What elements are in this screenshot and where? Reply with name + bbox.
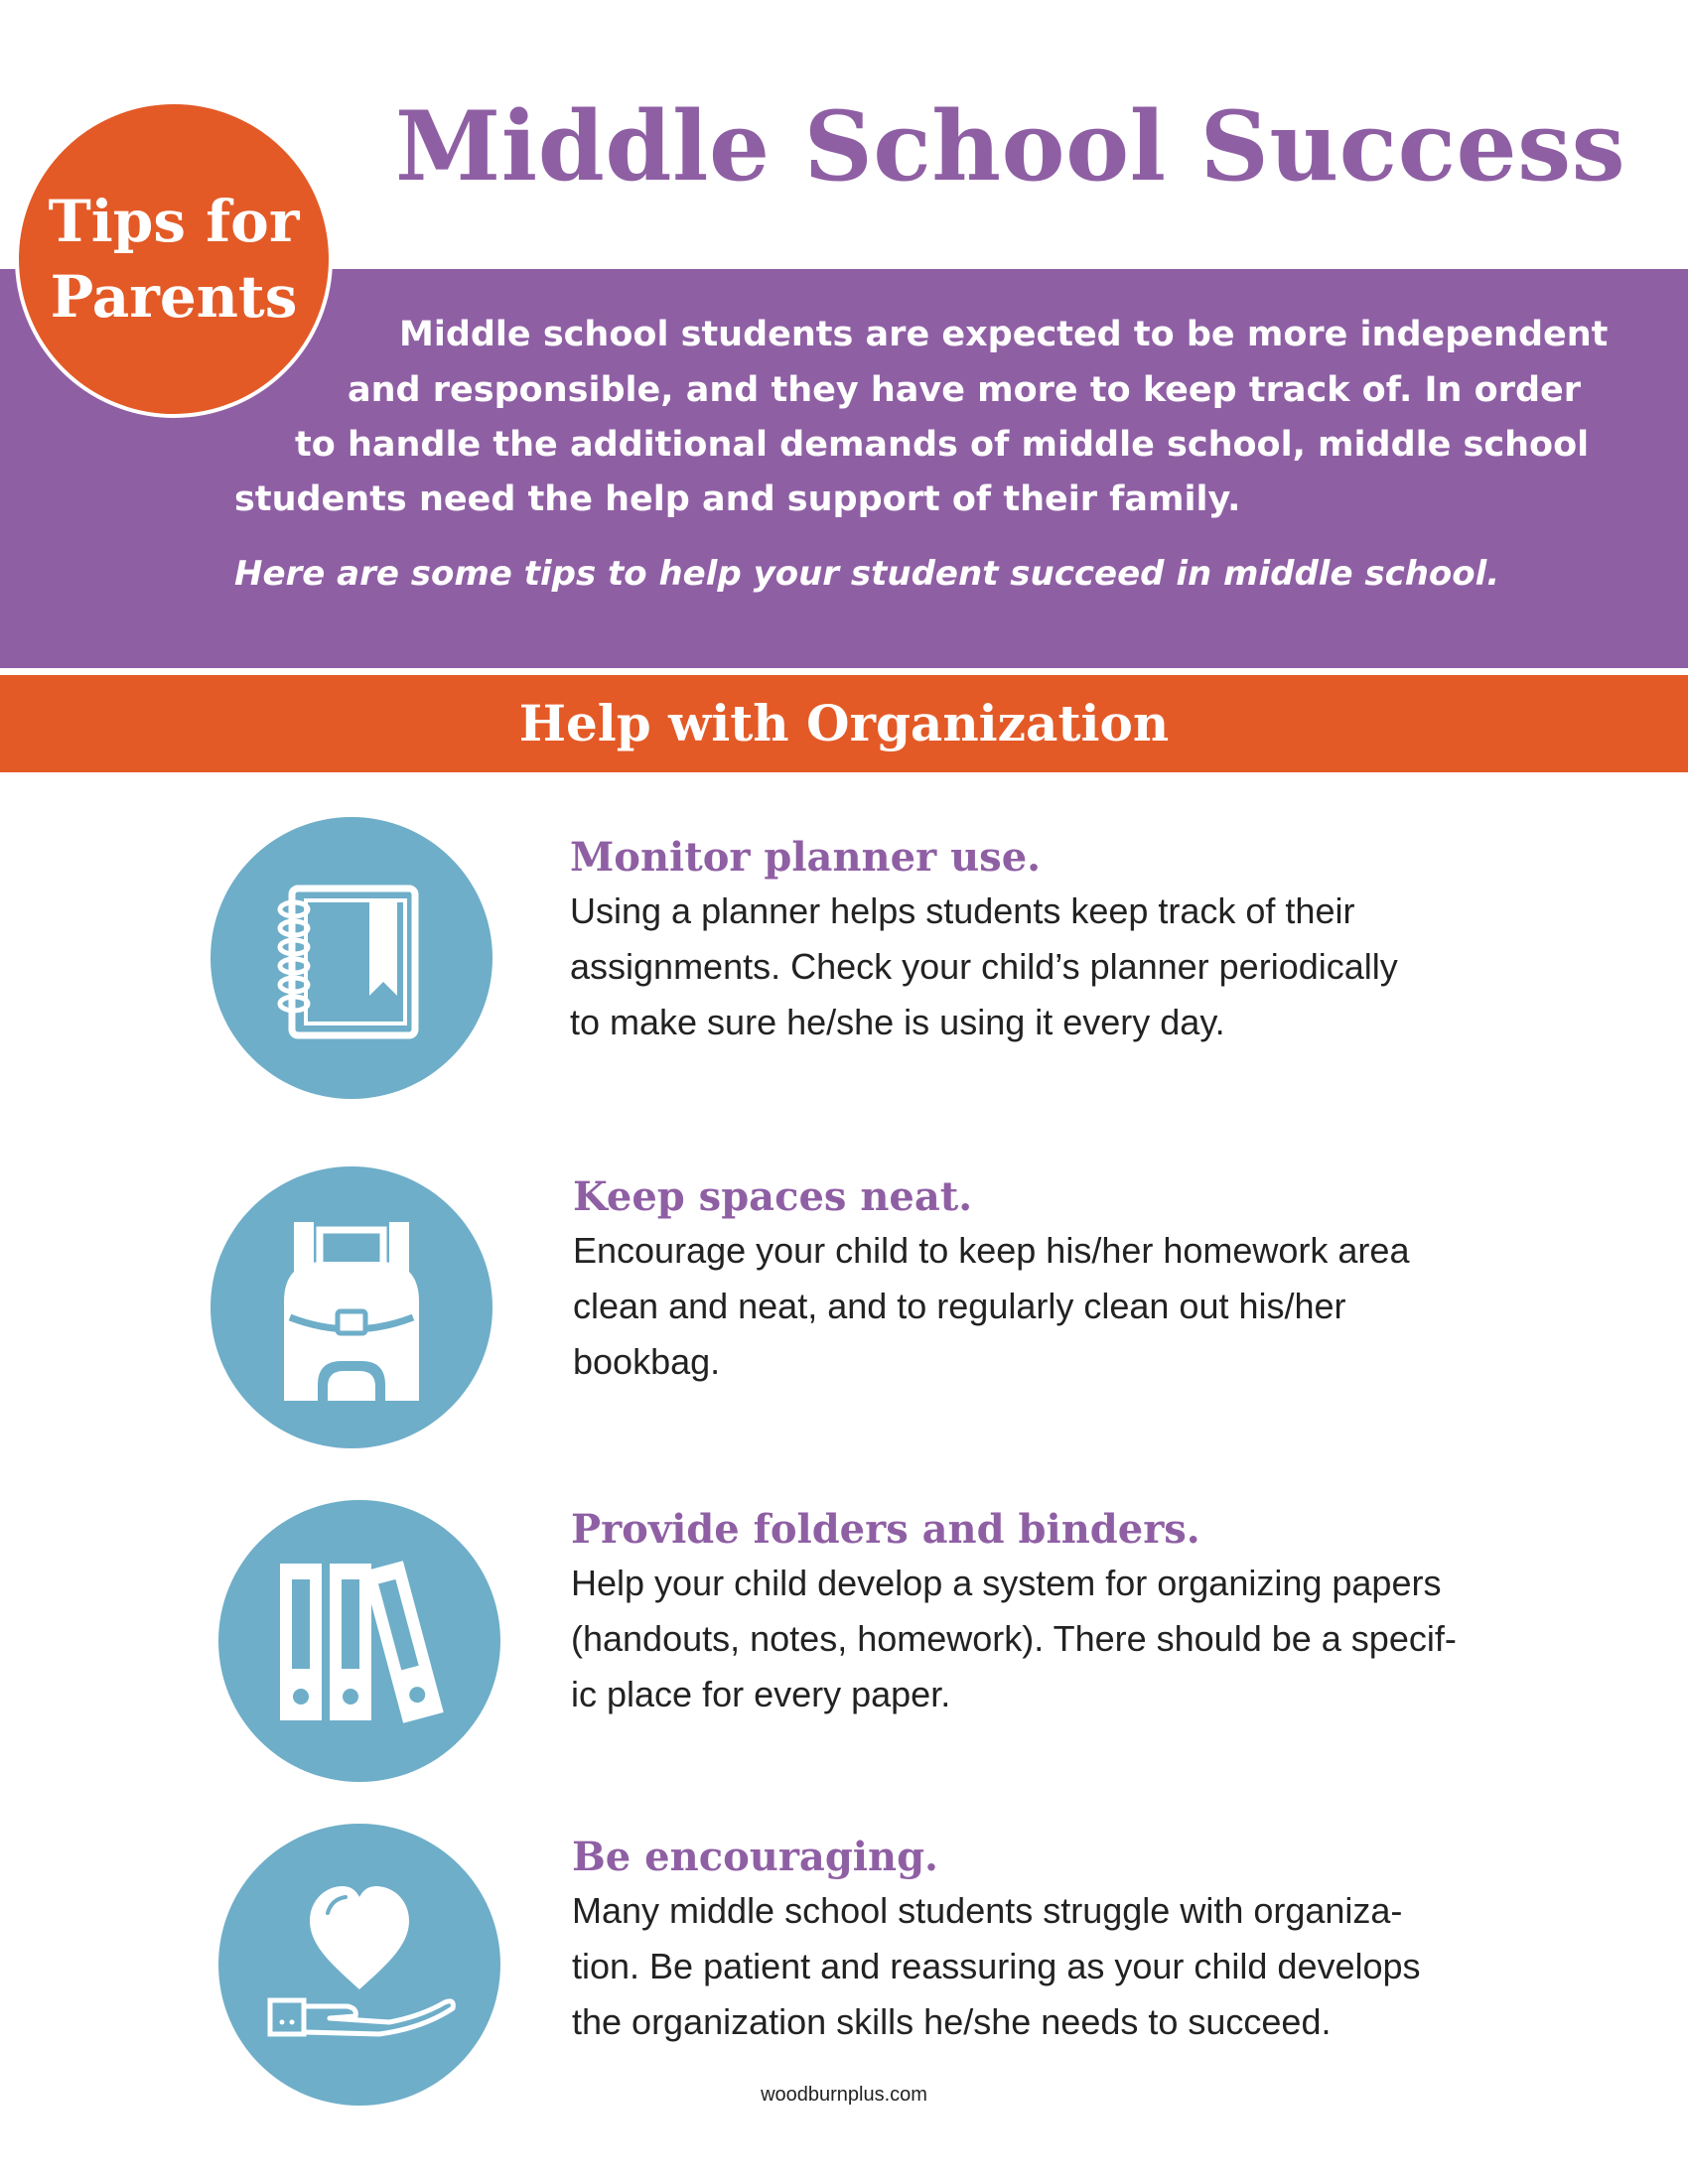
tip-4-body: Many middle school students struggle with organiza- tion. Be patient and reassuring as your child develops the organization skills he/she needs to succeed. (572, 1890, 1421, 2042)
tip-2-body: Encourage your child to keep his/her homework area clean and neat, and to regularly clean out his/her bookbag. (573, 1230, 1410, 1382)
tip-2-heading: Keep spaces neat. (573, 1173, 973, 1220)
tip-1-icon-circle (211, 817, 492, 1099)
tip-2-icon-circle (211, 1166, 492, 1448)
intro-line-4: students need the help and support of their family. (234, 479, 1241, 519)
tip-4-icon-circle (218, 1824, 500, 2106)
tip-3-icon-circle (218, 1500, 500, 1782)
tip-1-heading: Monitor planner use. (570, 834, 1042, 881)
intro-line-1: Middle school students are expected to be more independent (399, 315, 1609, 354)
page-title: Middle School Success (395, 90, 1626, 203)
tip-4-heading: Be encouraging. (572, 1834, 938, 1880)
tip-2 (573, 1171, 1675, 1390)
tip-1-body: Using a planner helps students keep track of their assignments. Check your child’s planner periodically to make sure he/she is using it every day. (570, 890, 1398, 1042)
section-title: Help with Organization (518, 694, 1170, 752)
tips-for-parents-badge (15, 100, 333, 418)
heart-in-hand-icon (218, 1824, 500, 2106)
tip-4 (572, 1832, 1674, 2050)
tip-3 (571, 1504, 1673, 1722)
section-header (0, 675, 1688, 772)
intro-line-2: and responsible, and they have more to keep track of. In order (348, 370, 1582, 410)
tip-1 (570, 832, 1672, 1050)
intro-line-3: to handle the additional demands of middle school, middle school (295, 425, 1590, 465)
tip-3-heading: Provide folders and binders. (571, 1506, 1200, 1553)
footer-url: woodburnplus.com (761, 2084, 927, 2106)
binders-icon (218, 1500, 500, 1782)
intro-closing: Here are some tips to help your student succeed in middle school. (234, 554, 1500, 594)
planner-icon (211, 817, 492, 1099)
badge-line-1: Tips for (48, 188, 300, 255)
backpack-icon (211, 1166, 492, 1448)
tip-3-body: Help your child develop a system for organizing papers (handouts, notes, homework). There should be a specif- ic place for every paper. (571, 1563, 1457, 1714)
badge-line-2: Parents (50, 263, 298, 331)
